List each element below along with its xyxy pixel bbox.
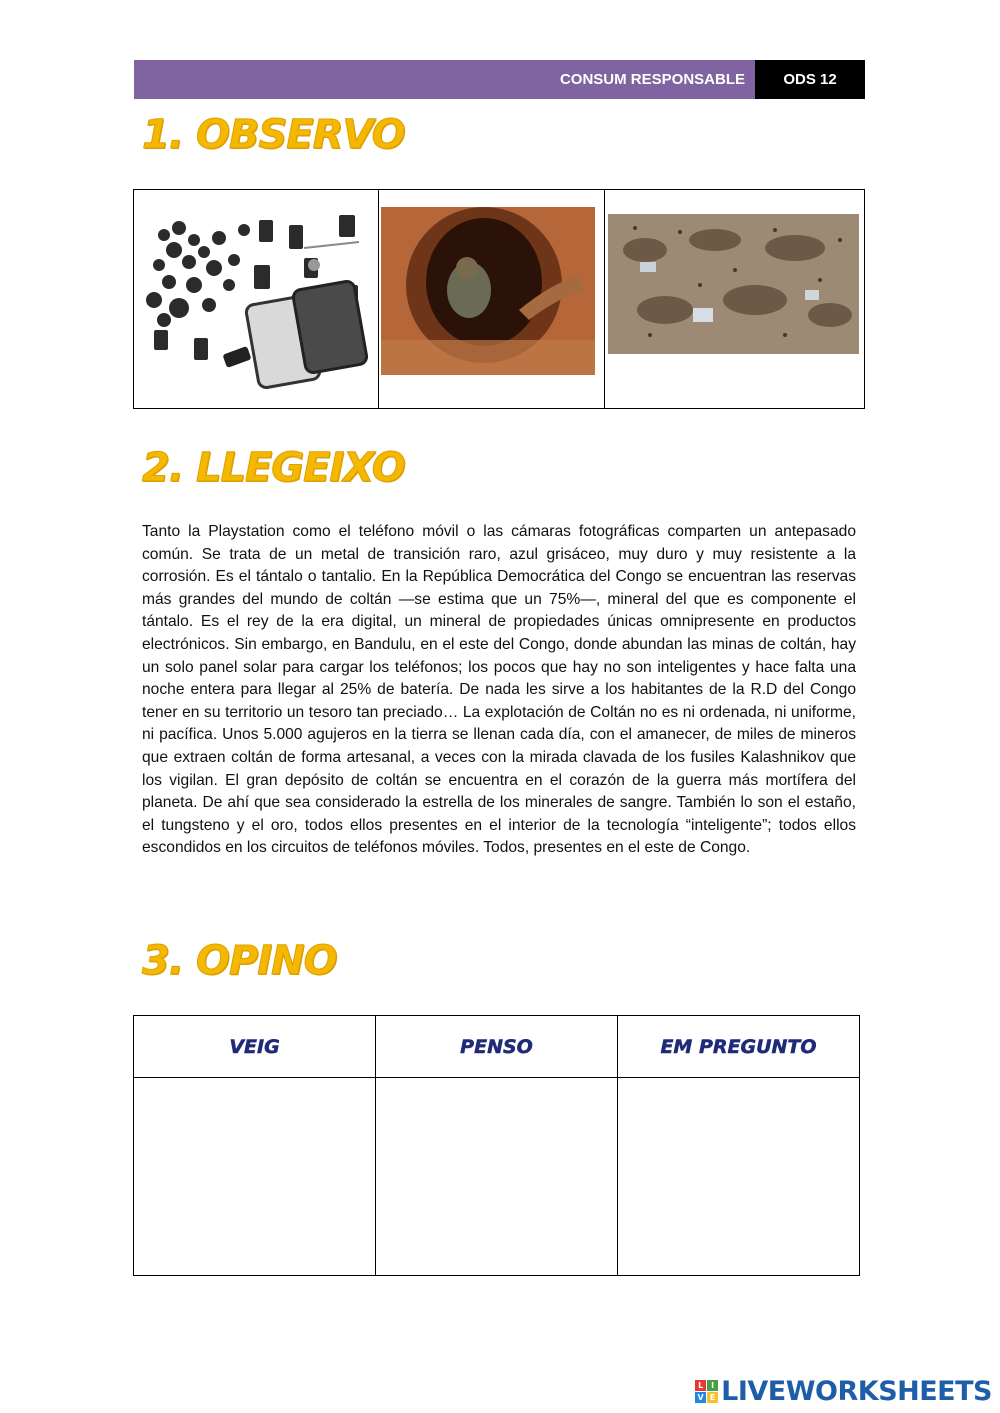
image-cell-1	[134, 190, 379, 408]
page-header	[134, 60, 865, 99]
image-table	[133, 189, 865, 409]
column-head-penso: PENSO	[376, 1016, 618, 1078]
section-title-llegeixo: 2. LLEGEIXO	[142, 445, 405, 491]
column-head-veig: VEIG	[134, 1016, 376, 1078]
answer-cell-em-pregunto[interactable]	[618, 1078, 859, 1275]
open-mine-site-image	[605, 190, 865, 408]
image-cell-3	[605, 190, 865, 408]
column-head-em-pregunto: EM PREGUNTO	[618, 1016, 859, 1078]
header-ods-badge: ODS 12	[755, 60, 865, 99]
section-title-observo: 1. OBSERVO	[142, 112, 405, 158]
brand-name: LIVEWORKSHEETS	[721, 1376, 992, 1407]
liveworksheets-logo-icon: L I V E	[695, 1380, 718, 1403]
answer-cell-veig[interactable]	[134, 1078, 376, 1275]
opino-table	[133, 1015, 860, 1276]
coltan-phone-parts-image	[134, 190, 378, 408]
header-topic: CONSUM RESPONSABLE	[559, 71, 745, 88]
answer-cell-penso[interactable]	[376, 1078, 618, 1275]
section-title-opino: 3. OPINO	[142, 938, 337, 984]
liveworksheets-brand	[695, 1376, 992, 1407]
mine-hole-image	[379, 190, 604, 408]
reading-text: Tanto la Playstation como el teléfono móvil o las cámaras fotográficas comparten un antepasado común. Se trata de un metal de transición raro, azul grisáceo, muy duro y muy resistente a la corrosión. Es el tántalo o tantalio. En la República Democrática del Congo se encuentran las reservas más grandes del mundo de coltán —se estima que un 75%—, mineral del que es componente el tántalo. Es el rey de la era digital, un mineral de propiedades únicas omnipresente en productos electrónicos. Sin embargo, en Bandulu, en el este del Congo, donde abundan las minas de coltán, hay un solo panel solar para cargar los teléfonos; los pocos que hay no son inteligentes y hace falta una noche entera para llegar al 25% de batería. De nada les sirve a los habitantes de la R.D del Congo tener en su territorio un tesoro tan preciado… La explotación de Coltán no es ni ordenada, ni uniforme, ni pacífica. Unos 5.000 agujeros en la tierra se llenan cada día, con el amanecer, de miles de mineros que extraen coltán de forma artesanal, a veces con la mirada clavada de los fusiles Kalashnikov que los vigilan. El gran depósito de coltán se encuentra en el corazón de la guerra más mortífera del planeta. De ahí que sea considerado la estrella de los minerales de sangre. También lo son el estaño, el tungsteno y el oro, todos ellos presentes en el interior de la tecnología “inteligente”; todos ellos escondidos en los circuitos de teléfonos móviles. Todos, presentes en el este de Congo.	[142, 523, 856, 857]
image-cell-2	[379, 190, 605, 408]
